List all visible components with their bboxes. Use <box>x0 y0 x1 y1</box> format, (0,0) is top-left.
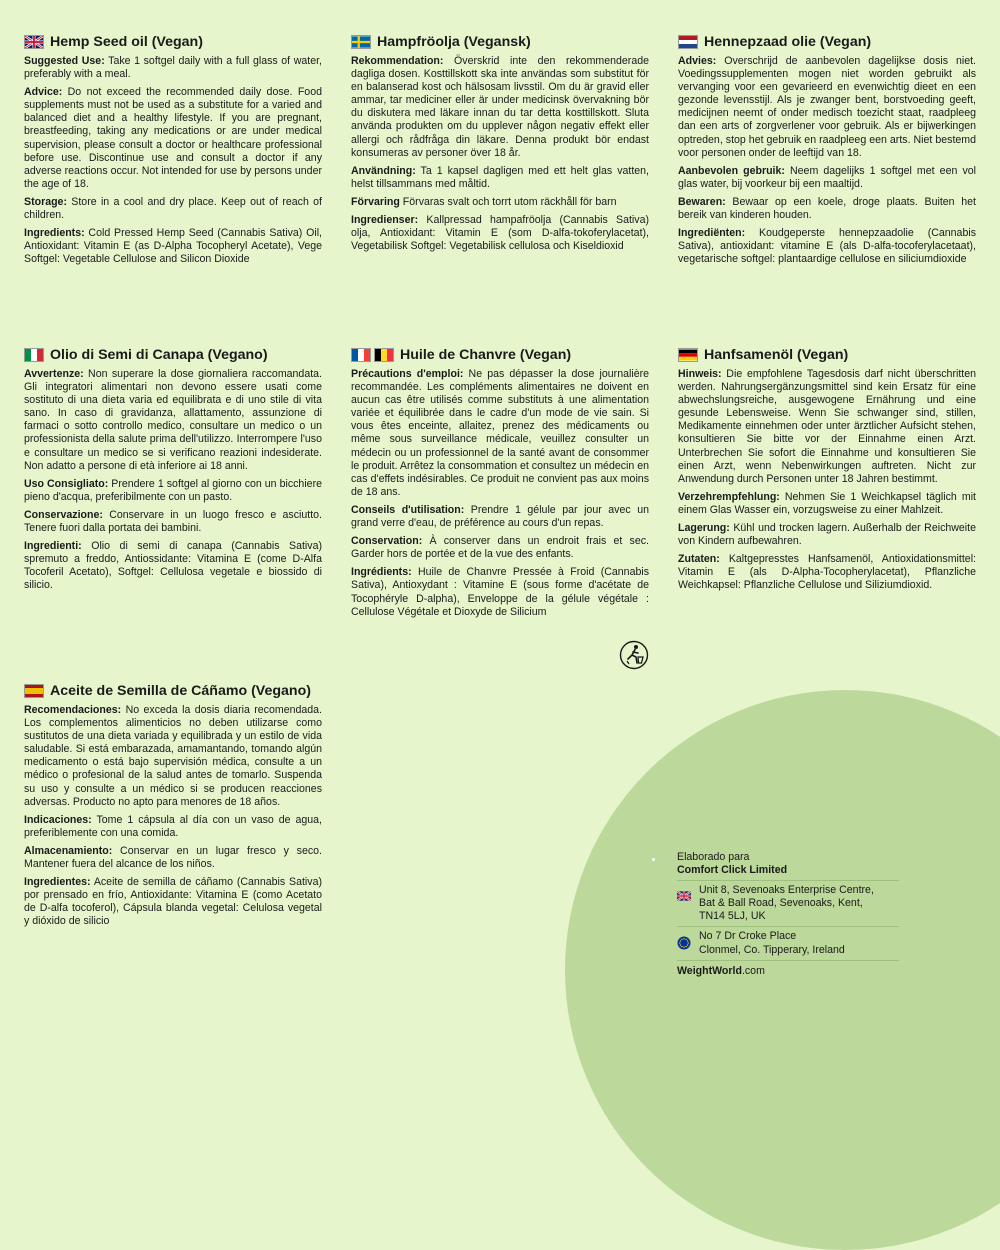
block-suggested-use: Uso Consigliato: Prendere 1 softgel al giorno con un bicchiere pieno d'acqua, preferibilmente con un pasto. <box>24 477 322 503</box>
section-title-nl <box>678 34 976 50</box>
website-brand: WeightWorld <box>677 964 742 977</box>
website-suffix: .com <box>741 964 765 977</box>
section-title-text: Hemp Seed oil (Vegan) <box>50 34 203 50</box>
decorative-dot <box>652 858 655 861</box>
block-storage: Almacenamiento: Conservar en un lugar fresco y seco. Mantener fuera del alcance de los niños. <box>24 844 322 871</box>
italy-flag-icon <box>24 348 44 362</box>
uk-address: Unit 8, Sevenoaks Enterprise Centre, Bat & Ball Road, Sevenoaks, Kent, TN14 5LJ, UK <box>699 884 874 923</box>
block-recommendation: Rekommendation: Överskrid inte den rekommenderade dagliga dosen. Kosttillskott ska inte användas som substitut för en balanserad kost och hälsosam livsstil. Om du är gravid eller ammar, tar mediciner eller är under medicinsk övervakning bör du diskutera med läkare innan du tar detta kosttillskott. Sluta använda produkten om du upplever någon negativ effekt eller allergi och rådfråga din läkare. Denna produkt bör endast konsumeras av personer över 18 år. <box>351 55 649 159</box>
section-title-de <box>678 347 976 363</box>
uk-flag-icon <box>677 890 691 902</box>
block-usage: Användning: Ta 1 kapsel dagligen med ett helt glas vatten, helst tillsammans med måltid. <box>351 164 649 190</box>
block-advice: Advies: Overschrijd de aanbevolen dagelijkse dosis niet. Voedingssupplementen mogen niet worden gebruikt als vervanging voor een gevarieerd en evenwichtig dieet en een gezonde levensstijl. Als je zwanger bent, borstvoeding geeft, medicijnen neemt of onder medisch toezicht staat, raadpleeg dan een arts of zorgverlener voor gebruik. Als er bijwerkingen optreden, stop het gebruik en raadpleeg een arts. Niet bestemd voor personen onder de leeftijd van 18. <box>678 55 976 159</box>
block-storage: Storage: Store in a cool and dry place. Keep out of reach of children. <box>24 195 322 222</box>
eu-flag-icon <box>677 936 691 950</box>
section-title-it <box>24 347 322 363</box>
block-suggested-use: Suggested Use: Take 1 softgel daily with a full glass of water, preferably with a meal. <box>24 55 322 81</box>
section-nl <box>678 34 976 271</box>
france-flag-icon <box>351 348 371 362</box>
block-storage: Conservazione: Conservare in un luogo fresco e asciutto. Tenere fuori dalla portata dei bambini. <box>24 508 322 535</box>
belgium-flag-icon <box>374 348 394 362</box>
flag-group <box>351 348 394 362</box>
block-recommendations: Recomendaciones: No exceda la dosis diaria recomendada. Los complementos alimenticios no deben utilizarse como sustitutos de una dieta variada y equilibrada y un estilo de vida saludable. Si está embarazada, amamantando, tomando algún medicamento o está bajo supervisión médica, consulte a un médico o profesional de la salud antes de tomarlo. Suspenda su uso y consulte a un médico si se producen reacciones adversas. Producto no apto para menores de 18 años. <box>24 704 322 808</box>
block-storage: Conservation: À conserver dans un endroit frais et sec. Garder hors de portée et de la vue des enfants. <box>351 535 649 561</box>
spain-flag-icon <box>24 684 44 698</box>
section-title-sv <box>351 34 649 50</box>
company-name: Comfort Click Limited <box>677 864 788 877</box>
section-title-en <box>24 34 322 50</box>
block-warnings: Avvertenze: Non superare la dose giornaliera raccomandata. Gli integratori alimentari non devono essere usati come sostituto di una dieta varia ed equilibrata e di uno stile di vita sano. In caso di gravidanza, allattamento, assunzione di farmaci o sotto controllo medico, consultare un medico o un professionista della salute prima dell'utilizzo. Interrompere l'uso e consultare un medico se si verificano reazioni indesiderate. Non adatto a persone di età inferiore ai 18 anni. <box>24 368 322 472</box>
netherlands-flag-icon <box>678 35 698 49</box>
block-advice: Advice: Do not exceed the recommended daily dose. Food supplements must not be used as a substitute for a varied and balanced diet and a healthy lifestyle. If you are pregnant, breastfeeding, taking any medications or are under medical supervision, please consult a doctor or healthcare professional before use. Discontinue use and consult a doctor if any adverse reactions occur. Not intended for use by persons under the age of 18. <box>24 86 322 190</box>
prepared-for-label: Elaborado para <box>677 851 750 863</box>
manufacturer-info <box>677 851 899 978</box>
section-fr <box>351 347 649 624</box>
block-ingredients: Ingrediënten: Koudgeperste hennepzaadolie (Cannabis Sativa), antioxidant: vitamine E (als D-alfa-tocoferylacetaat), vegetarische softgel: plantaardige cellulose en siliciumdioxide <box>678 227 976 266</box>
section-it <box>24 347 322 598</box>
section-title-text: Olio di Semi di Canapa (Vegano) <box>50 347 268 363</box>
block-ingredients: Zutaten: Kaltgepresstes Hanfsamenöl, Antioxidationsmittel: Vitamin E (als D-Alpha-Tocopherylacetat), Pflanzliche Weichkapsel: Pflanzliche Cellulose und Siliziumdioxid. <box>678 553 976 592</box>
section-title-fr <box>351 347 649 363</box>
block-ingredients: Ingredientes: Aceite de semilla de cáñamo (Cannabis Sativa) por prensado en frío, Antioxidante: Vitamina E (como Acetato de D-alfa tocoferol), Cápsula blanda vegetal: Celulosa vegetal y dióxido de silicio <box>24 876 322 928</box>
section-title-text: Hennepzaad olie (Vegan) <box>704 34 872 50</box>
tidyman-recycle-icon <box>619 640 649 670</box>
section-title-text: Huile de Chanvre (Vegan) <box>400 347 572 363</box>
block-recommended-use: Verzehrempfehlung: Nehmen Sie 1 Weichkapsel täglich mit einem Glas Wasser ein, vorzugsweise zu einer Mahlzeit. <box>678 490 976 516</box>
uk-flag-icon <box>24 35 44 49</box>
block-ingredients: Ingredienti: Olio di semi di canapa (Cannabis Sativa) spremuto a freddo, Antiossidante: Vitamina E (come D-Alfa Tocoferil Acetato), Softgel: Cellulosa vegetale e biossido di silicio. <box>24 540 322 592</box>
block-notice: Hinweis: Die empfohlene Tagesdosis darf nicht überschritten werden. Nahrungsergänzungsmittel sind kein Ersatz für eine abwechslungsreiche, ausgewogene Ernährung und eine gesunde Lebensweise. Wenn Sie schwanger sind, stillen, Medikamente einnehmen oder unter ärztlicher Aufsicht stehen, konsultieren Sie bitte vor der Einnahme einen Arzt. Unterbrechen Sie sofort die Einnahme und konsultieren Sie einen Arzt, wenn Nebenwirkungen auftreten. Nicht zur Anwendung durch Personen unter 18 Jahren bestimmt. <box>678 368 976 485</box>
section-title-es <box>24 683 322 699</box>
block-ingredients: Ingrédients: Huile de Chanvre Pressée à Froid (Cannabis Sativa), Antioxydant : Vitamine E (sous forme d'acétate de Tocophéryle D-alpha), Enveloppe de la gélule végétale : Cellulose Végétale et Dioxyde de Silicium <box>351 566 649 618</box>
eu-address-row <box>677 926 899 959</box>
germany-flag-icon <box>678 348 698 362</box>
section-es <box>24 683 322 934</box>
uk-address-row <box>677 880 899 926</box>
block-storage: Förvaring Förvaras svalt och torrt utom räckhåll för barn <box>351 195 617 208</box>
section-title-text: Aceite de Semilla de Cáñamo (Vegano) <box>50 683 311 699</box>
block-ingredients: Ingredienser: Kallpressad hampafröolja (Cannabis Sativa) olja, Antioxidant: Vitamin E (som D-alfa-tokoferylacetat), Vegetabilisk Softgel: Vegetabilisk cellulosa och Kiseldioxid <box>351 214 649 253</box>
block-storage: Lagerung: Kühl und trocken lagern. Außerhalb der Reichweite von Kindern aufbewahren. <box>678 522 976 548</box>
section-en <box>24 34 322 271</box>
website <box>677 960 899 978</box>
block-precautions: Précautions d'emploi: Ne pas dépasser la dose journalière recommandée. Les compléments alimentaires ne doivent en aucun cas être utilisés comme substituts à une alimentation variée et équilibrée dans le cadre d'un mode de vie sain. Si vous êtes enceinte, allaitez, prenez des médicaments ou même sous surveillance médicale, veuillez consulter un médecin ou un professionnel de la santé avant de consommer le produit. Arrêtez la consommation et consultez un médecin en cas d'effets indésirables. Ce produit ne convient pas aux moins de 18 ans. <box>351 368 649 498</box>
block-recommended-use: Aanbevolen gebruik: Neem dagelijks 1 softgel met een vol glas water, bij voorkeur bij een maaltijd. <box>678 164 976 190</box>
block-storage: Bewaren: Bewaar op een koele, droge plaats. Buiten het bereik van kinderen houden. <box>678 195 976 222</box>
block-usage: Conseils d'utilisation: Prendre 1 gélule par jour avec un grand verre d'eau, de préférence au cours d'un repas. <box>351 503 649 530</box>
block-directions: Indicaciones: Tome 1 cápsula al día con un vaso de agua, preferiblemente con una comida. <box>24 813 322 839</box>
block-ingredients: Ingredients: Cold Pressed Hemp Seed (Cannabis Sativa) Oil, Antioxidant: Vitamin E (as D-Alpha Tocopheryl Acetate), Vege Softgel: Vegetable Cellulose and Silicon Dioxide <box>24 227 322 266</box>
section-de <box>678 347 976 598</box>
section-title-text: Hanfsamenöl (Vegan) <box>704 347 849 363</box>
section-title-text: Hampfröolja (Vegansk) <box>377 34 531 50</box>
eu-address: No 7 Dr Croke Place Clonmel, Co. Tipperary, Ireland <box>699 930 845 956</box>
sweden-flag-icon <box>351 35 371 49</box>
section-sv <box>351 34 649 258</box>
